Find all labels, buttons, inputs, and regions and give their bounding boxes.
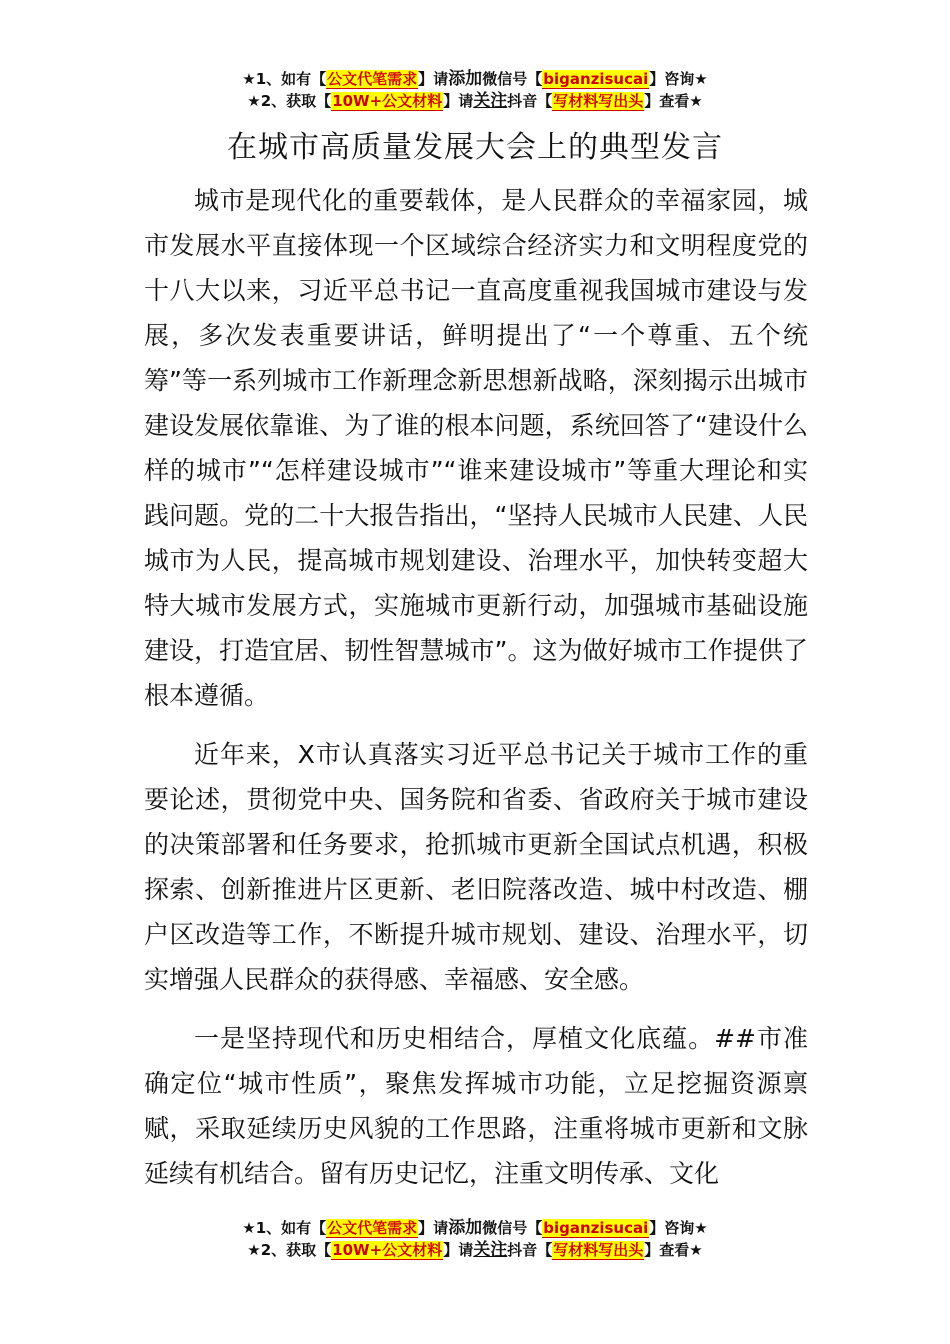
promo-emphasis: 关注: [473, 1240, 508, 1260]
promo-highlight-douyin: 写材料写出头: [553, 1241, 644, 1259]
promo-text: ★1、如有【: [242, 70, 327, 88]
promo-text: ★2、获取【: [247, 92, 332, 110]
promo-text: 抖音【: [507, 1241, 553, 1259]
promo-text: 】请: [443, 92, 474, 110]
promo-line-1: [0, 1217, 950, 1239]
promo-text: 微信号【: [482, 70, 543, 88]
promo-highlight-wechat-id: biganzisucai: [543, 70, 649, 88]
paragraph-2: 近年来，X市认真落实习近平总书记关于城市工作的重要论述，贯彻党中央、国务院和省委、省政府关于城市建设的决策部署和任务要求，抢抓城市更新全国试点机遇，积极探索、创新推进片区更新、老旧院落改造、城中村改造、棚户区改造等工作，不断提升城市规划、建设、治理水平，切实增强人民群众的获得感、幸福感、安全感。: [144, 740, 808, 994]
document-body: [144, 178, 808, 1210]
paragraph-3: 一是坚持现代和历史相结合，厚植文化底蕴。##市准确定位“城市性质”，聚焦发挥城市功能，立足挖掘资源禀赋，采取延续历史风貌的工作思路，注重将城市更新和文脉延续有机结合。留有历史记忆，注重文明传承、文化: [144, 1024, 808, 1188]
document-title: 在城市高质量发展大会上的典型发言: [227, 130, 723, 165]
promo-line-2: [0, 1239, 950, 1261]
paragraph-1: 城市是现代化的重要载体，是人民群众的幸福家园，城市发展水平直接体现一个区域综合经济实力和文明程度党的十八大以来，习近平总书记一直高度重视我国城市建设与发展，多次发表重要讲话，鲜明提出了“一个尊重、五个统筹”等一系列城市工作新理念新思想新战略，深刻揭示出城市建设发展依靠谁、为了谁的根本问题，系统回答了“建设什么样的城市”“怎样建设城市”“谁来建设城市”等重大理论和实践问题。党的二十大报告指出，“坚持人民城市人民建、人民城市为人民，提高城市规划建设、治理水平，加快转变超大特大城市发展方式，实施城市更新行动，加强城市基础设施建设，打造宜居、韧性智慧城市”。这为做好城市工作提供了根本遵循。: [144, 186, 808, 710]
promo-emphasis: 添加: [448, 69, 483, 89]
promo-line-2: [0, 90, 950, 112]
promo-text: 】查看★: [644, 1241, 703, 1259]
promo-highlight-wechat-id: biganzisucai: [543, 1219, 649, 1237]
promo-emphasis: 关注: [473, 91, 508, 111]
promo-text: 】咨询★: [649, 70, 708, 88]
promo-text: ★2、获取【: [247, 1241, 332, 1259]
promo-emphasis: 添加: [448, 1218, 483, 1238]
promo-text: 】请: [443, 1241, 474, 1259]
promo-banner-bottom: [0, 1217, 950, 1261]
promo-highlight-douyin: 写材料写出头: [553, 92, 644, 110]
promo-highlight: 10W+公文材料: [332, 92, 443, 110]
promo-banner-top: [0, 68, 950, 112]
promo-text: 】咨询★: [649, 1219, 708, 1237]
promo-text: 】查看★: [644, 92, 703, 110]
promo-text: 抖音【: [507, 92, 553, 110]
promo-highlight: 公文代笔需求: [327, 1219, 418, 1237]
promo-highlight: 10W+公文材料: [332, 1241, 443, 1259]
promo-line-1: [0, 68, 950, 90]
promo-text: 】请: [418, 70, 449, 88]
promo-highlight: 公文代笔需求: [327, 70, 418, 88]
promo-text: 】请: [418, 1219, 449, 1237]
promo-text: ★1、如有【: [242, 1219, 327, 1237]
promo-text: 微信号【: [482, 1219, 543, 1237]
